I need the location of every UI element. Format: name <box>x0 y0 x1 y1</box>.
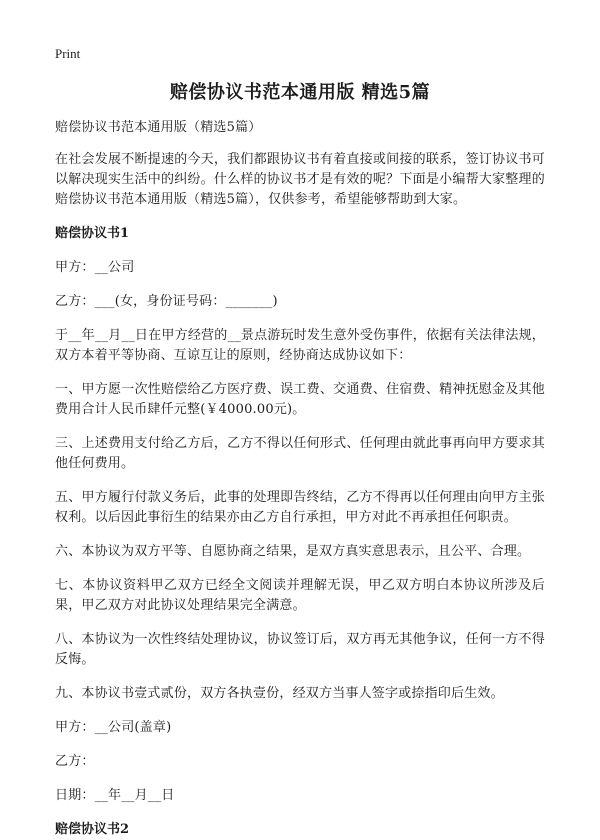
section-heading-2: 赔偿协议书2 <box>55 822 130 837</box>
clause-item: 五、甲方履行付款义务后，此事的处理即告终结，乙方不得再以任何理由向甲方主张权利。以后因此事衍生的结果亦由乙方自行承担，甲方对此不再承担任何职责。 <box>55 490 545 525</box>
print-link[interactable]: Print <box>55 46 81 61</box>
party-a-line: 甲方：__公司 <box>55 260 135 275</box>
clause-item: 八、本协议为一次性终结处理协议，协议签订后，双方再无其他争议，任何一方不得反悔。 <box>55 632 545 667</box>
clause-item: 三、上述费用支付给乙方后，乙方不得以任何形式、任何理由就此事再向甲方要求其他任何费用。 <box>55 436 545 471</box>
party-b-line: 乙方：___(女，身份证号码：_______) <box>55 294 278 309</box>
intro-paragraph: 在社会发展不断提速的今天，我们都跟协议书有着直接或间接的联系，签订协议书可以解决现实生活中的纠纷。什么样的协议书才是有效的呢？下面是小编帮大家整理的赔偿协议书范本通用版（精选5篇），仅供参考，希望能够帮助到大家。 <box>55 152 545 207</box>
document-subtitle: 赔偿协议书范本通用版（精选5篇） <box>55 120 262 135</box>
signature-party-a: 甲方：__公司(盖章) <box>55 720 172 735</box>
signature-date: 日期：__年__月__日 <box>55 788 175 803</box>
section-heading-1: 赔偿协议书1 <box>55 226 130 241</box>
agreement-preamble: 于__年__月__日在甲方经营的__景点游玩时发生意外受伤事件，依据有关法律法规，双方本着平等协商、互谅互让的原则，经协商达成协议如下： <box>55 328 545 363</box>
clause-item: 七、本协议资料甲乙双方已经全文阅读并理解无误，甲乙双方明白本协议所涉及后果，甲乙双方对此协议处理结果完全满意。 <box>55 578 545 613</box>
clause-item: 九、本协议书壹式贰份，双方各执壹份，经双方当事人签字或捺指印后生效。 <box>55 686 504 701</box>
clause-item: 一、甲方愿一次性赔偿给乙方医疗费、误工费、交通费、住宿费、精神抚慰金及其他费用合计人民币肆仟元整(￥4000.00元)。 <box>55 382 545 417</box>
document-title: 赔偿协议书范本通用版 精选5篇 <box>169 82 431 103</box>
clause-item: 六、本协议为双方平等、自愿协商之结果，是双方真实意思表示，且公平、合理。 <box>55 544 531 559</box>
signature-party-b: 乙方： <box>55 754 95 769</box>
